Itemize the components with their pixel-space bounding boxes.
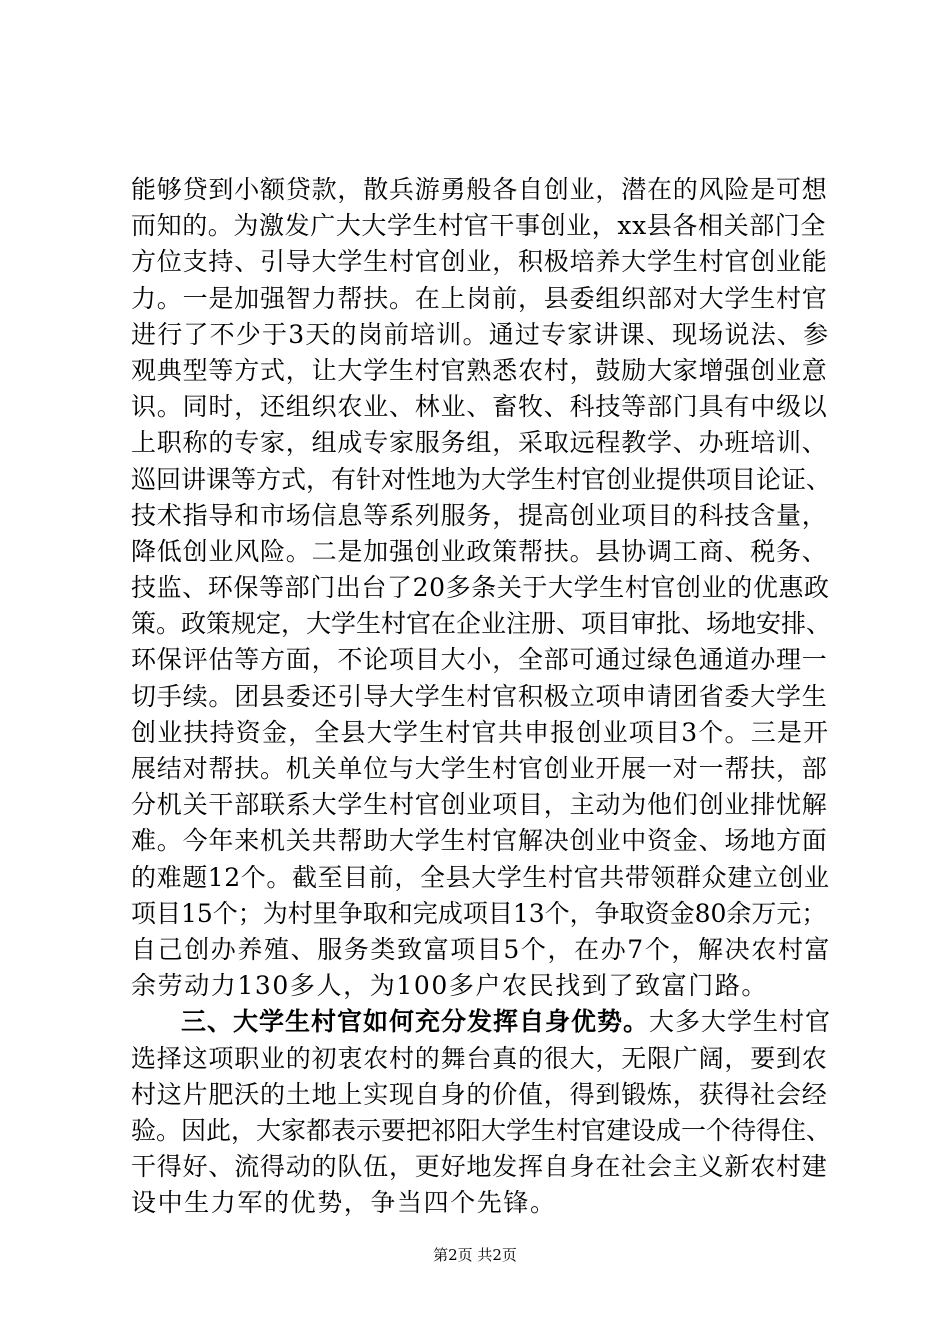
- text-line: 展结对帮扶。机关单位与大学生村官创业开展一对一帮扶，部: [131, 754, 828, 783]
- text-line: 创业扶持资金，全县大学生村官共申报创业项目3个。三是开: [131, 717, 830, 747]
- text-line: 余劳动力130多人，为100多户农民找到了致富门路。: [131, 971, 769, 1001]
- section-3-first-line-rest: 大多大学生村官: [649, 1007, 832, 1037]
- text-line: 力。一是加强智力帮扶。在上岗前，县委组织部对大学生村官: [131, 283, 828, 313]
- text-line: 难。今年来机关共帮助大学生村官解决创业中资金、场地方面: [131, 826, 828, 856]
- text-line: 村这片肥沃的土地上实现自身的价值，得到锻炼，获得社会经: [131, 1079, 828, 1109]
- text-line: 设中生力军的优势，争当四个先锋。: [131, 1188, 557, 1218]
- text-line: 技监、环保等部门出台了20多条关于大学生村官创业的优惠政: [131, 573, 830, 603]
- text-line: 干得好、流得动的队伍，更好地发挥自身在社会主义新农村建: [131, 1152, 828, 1182]
- text-line: 能够贷到小额贷款，散兵游勇般各自创业，潜在的风险是可想: [131, 175, 828, 204]
- text-line: 的难题12个。截至目前，全县大学生村官共带领群众建立创业: [131, 862, 830, 892]
- text-line: 验。因此，大家都表示要把祁阳大学生村官建设成一个待得住、: [131, 1115, 832, 1145]
- text-line: 进行了不少于3天的岗前培训。通过专家讲课、现场说法、参: [131, 319, 830, 349]
- text-line: 而知的。为激发广大大学生村官干事创业，xx县各相关部门全: [131, 211, 827, 241]
- text-line: 环保评估等方面，不论项目大小，全部可通过绿色通道办理一: [131, 645, 828, 675]
- text-line: 项目15个；为村里争取和完成项目13个，争取资金80余万元；: [131, 898, 827, 928]
- text-line: 观典型等方式，让大学生村官熟悉农村，鼓励大家增强创业意: [131, 355, 828, 385]
- text-line: 识。同时，还组织农业、林业、畜牧、科技等部门具有中级以: [131, 392, 828, 422]
- text-line: 策。政策规定，大学生村官在企业注册、项目审批、场地安排、: [131, 609, 832, 639]
- text-line: 自己创办养殖、服务类致富项目5个，在办7个，解决农村富: [131, 934, 832, 964]
- text-line: 选择这项职业的初衷农村的舞台真的很大，无限广阔，要到农: [131, 1043, 828, 1073]
- text-line: 切手续。团县委还引导大学生村官积极立项申请团省委大学生: [131, 681, 828, 711]
- body-text: [131, 172, 831, 1221]
- text-line: 方位支持、引导大学生村官创业，积极培养大学生村官创业能: [131, 247, 828, 277]
- page-footer: 第2页 共2页: [433, 1246, 517, 1264]
- text-line: 上职称的专家，组成专家服务组，采取远程教学、办班培训、: [131, 428, 828, 458]
- section-3-heading: 三、大学生村官如何充分发挥自身优势。: [181, 1007, 650, 1037]
- text-line: 降低创业风险。二是加强创业政策帮扶。县协调工商、税务、: [131, 536, 828, 566]
- text-line: 分机关干部联系大学生村官创业项目，主动为他们创业排忧解: [131, 790, 828, 820]
- text-line: 巡回讲课等方式，有针对性地为大学生村官创业提供项目论证、: [131, 464, 832, 494]
- section-3-first-line: [131, 1004, 831, 1040]
- text-line: 技术指导和市场信息等系列服务，提高创业项目的科技含量，: [131, 500, 828, 530]
